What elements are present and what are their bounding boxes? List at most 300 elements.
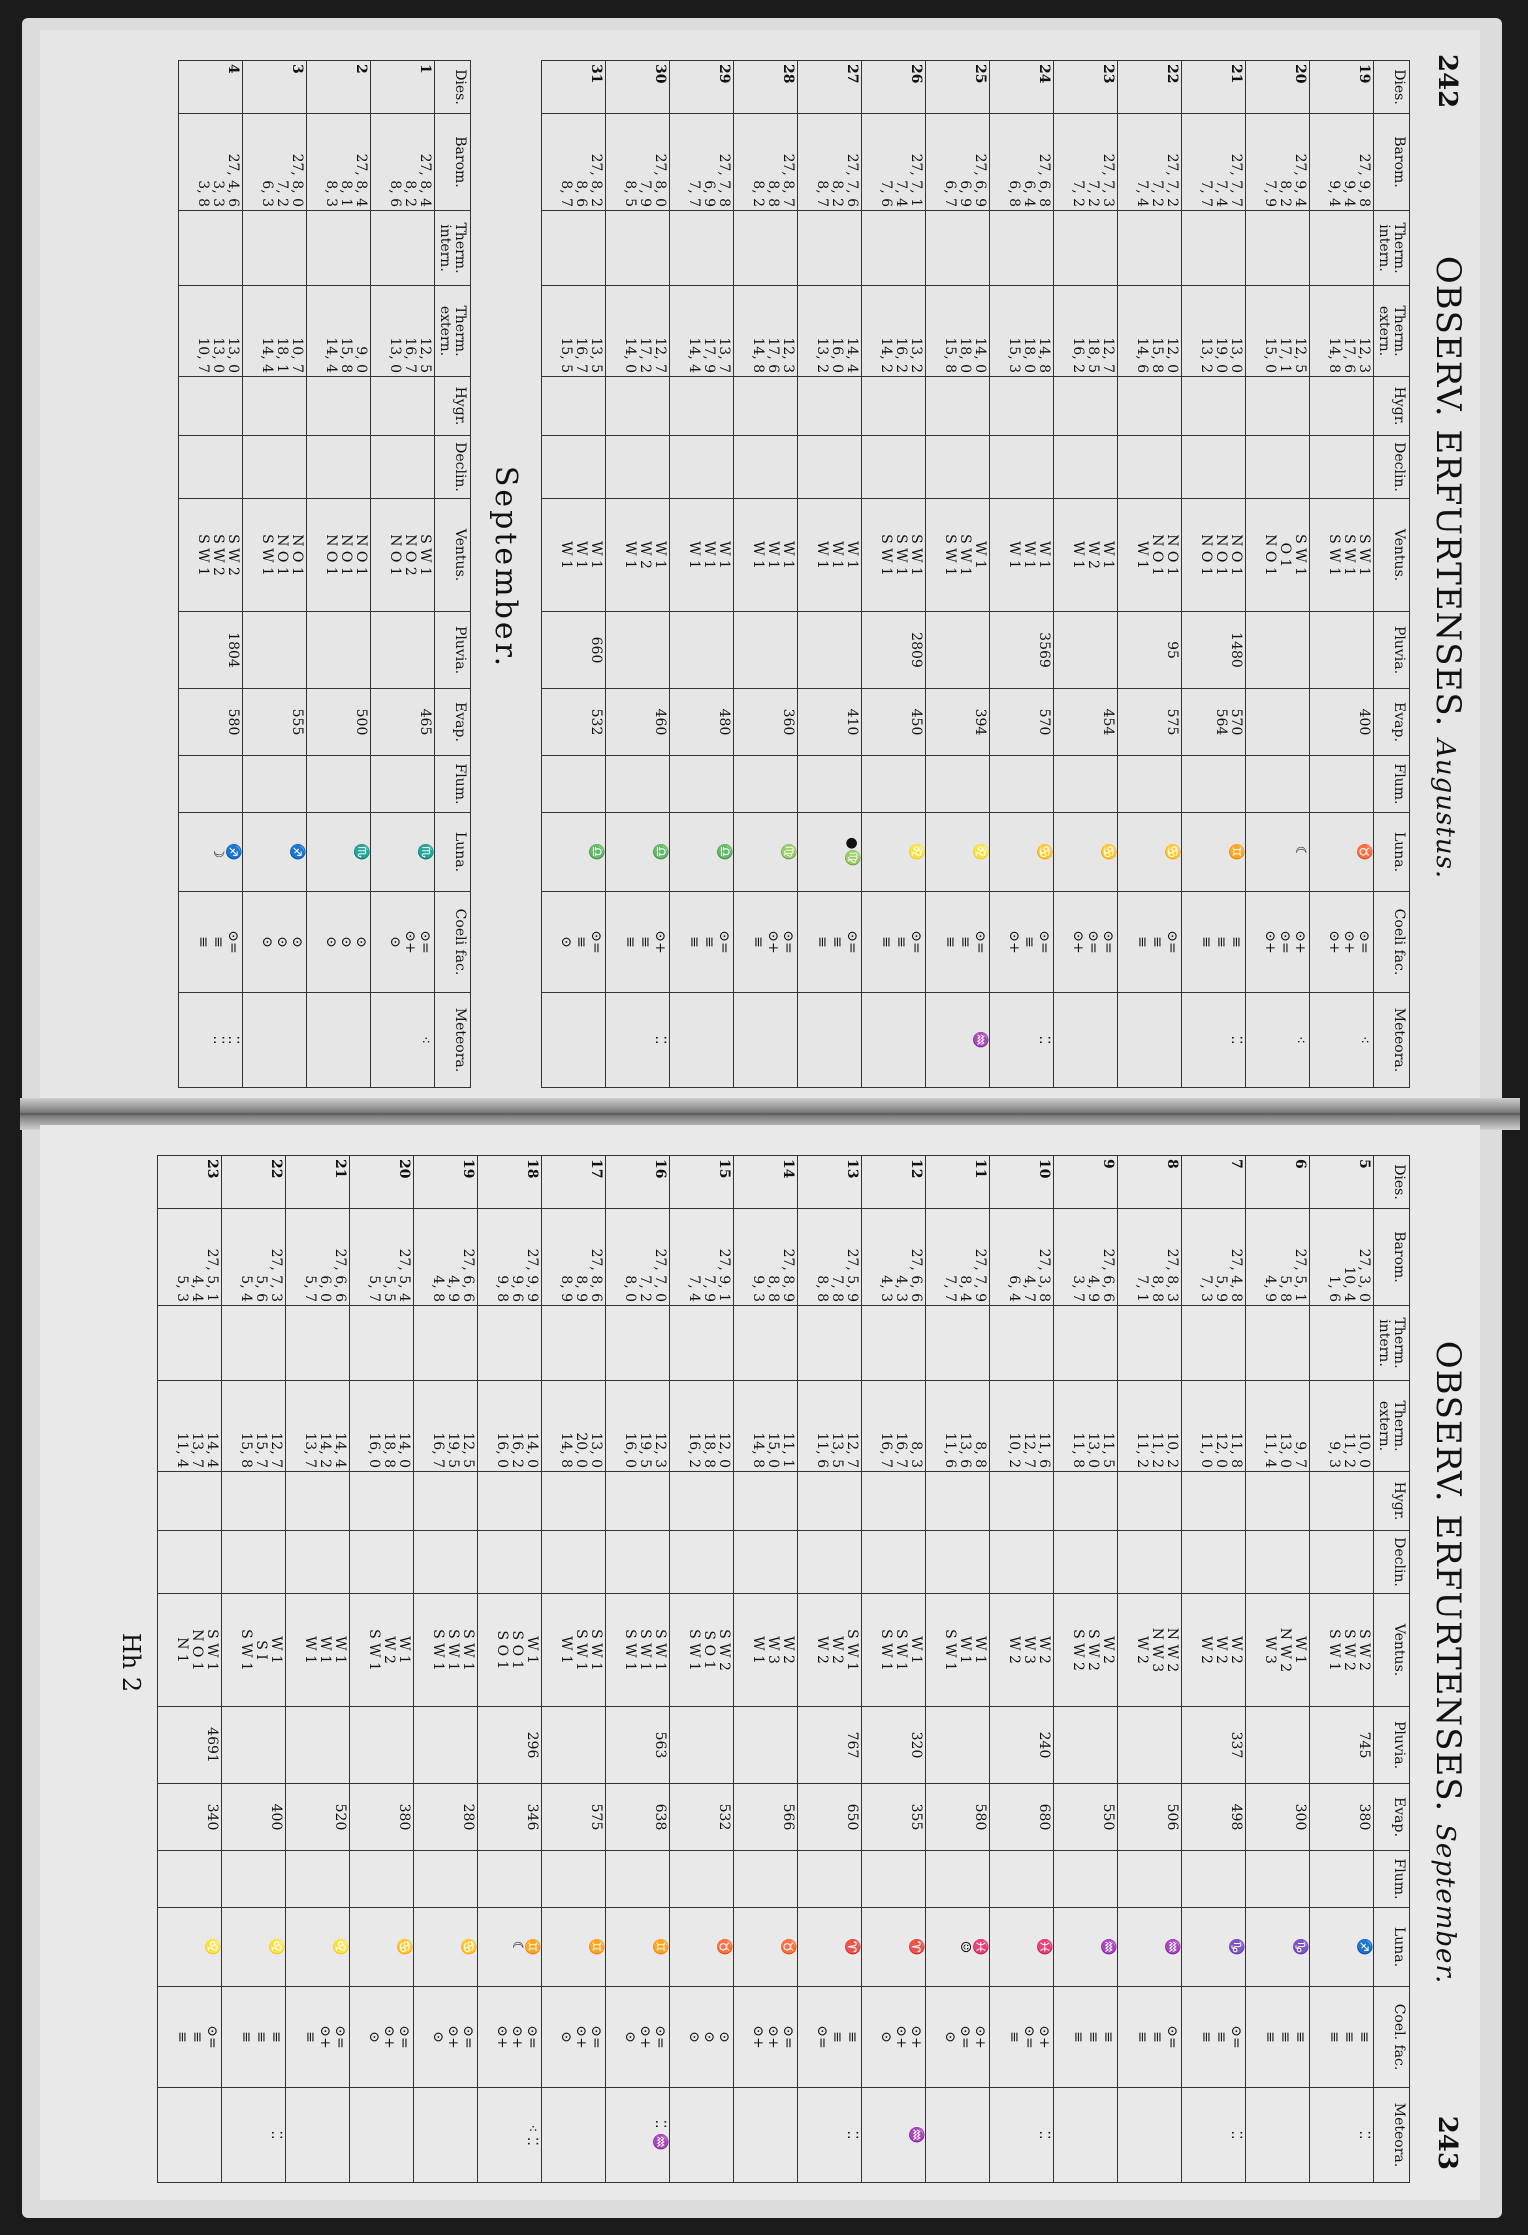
cell-pluvia: 240 — [989, 1707, 1053, 1784]
cell-barom: 27, 6, 6 6, 0 5, 7 — [285, 1209, 349, 1306]
cell-ext: 13, 0 20, 0 14, 8 — [541, 1381, 605, 1472]
cell-coeli: ⊙= ⊙= ⊙+ — [1053, 892, 1117, 993]
cell-dies: 12 — [861, 1156, 925, 1209]
cell-dies: 23 — [157, 1156, 221, 1209]
cell-ext: 11, 1 15, 0 14, 8 — [733, 1381, 797, 1472]
table-row — [1245, 1156, 1309, 2183]
cell-empty — [1245, 1472, 1309, 1531]
cell-empty — [925, 377, 989, 436]
cell-coeli: ⊙= ≡ ≡ — [925, 892, 989, 993]
cell-empty — [1245, 377, 1309, 436]
cell-ventus: S W 1 O 1 N O 1 — [1245, 499, 1309, 612]
table-row — [413, 1156, 477, 2183]
column-header-dies: Dies. — [1373, 61, 1409, 114]
cell-empty — [605, 1472, 669, 1531]
cell-empty — [605, 756, 669, 813]
cell-luna: ♋ — [1053, 813, 1117, 892]
cell-barom: 27, 8, 9 8, 8 9, 3 — [733, 1209, 797, 1306]
cell-evap: 355 — [861, 1784, 925, 1851]
cell-meteora — [861, 993, 925, 1088]
cell-meteora — [242, 993, 306, 1088]
cell-pluvia: 2809 — [861, 612, 925, 689]
cell-empty — [669, 211, 733, 286]
cell-evap: 506 — [1117, 1784, 1181, 1851]
cell-empty — [861, 436, 925, 499]
cell-ext: 11, 5 13, 0 11, 8 — [1053, 1381, 1117, 1472]
cell-dies: 13 — [797, 1156, 861, 1209]
cell-empty — [605, 1306, 669, 1381]
column-header-col5: Declin. — [434, 436, 470, 499]
table-row — [861, 61, 925, 1088]
cell-barom: 27, 6, 6 4, 9 4, 8 — [413, 1209, 477, 1306]
cell-meteora: ⁖ ⁚⁚ — [477, 2088, 541, 2183]
cell-coeli: ⊙= ≡ ⊙ — [541, 892, 605, 993]
cell-coeli: ⊙= ≡ ⊙+ — [989, 892, 1053, 993]
cell-dies: 26 — [861, 61, 925, 114]
cell-ext: 12, 7 15, 7 15, 8 — [221, 1381, 285, 1472]
table-row — [349, 1156, 413, 2183]
cell-dies: 30 — [605, 61, 669, 114]
cell-meteora: ⁖ — [370, 993, 434, 1088]
cell-empty — [370, 377, 434, 436]
cell-barom: 27, 5, 9 7, 8 8, 8 — [797, 1209, 861, 1306]
cell-empty — [541, 436, 605, 499]
cell-ext: 12, 7 17, 2 14, 0 — [605, 286, 669, 377]
cell-empty — [242, 756, 306, 813]
cell-coeli: ⊙= ⊙+ ⊙+ — [733, 1987, 797, 2088]
cell-luna: ♎ — [669, 813, 733, 892]
cell-empty — [989, 211, 1053, 286]
cell-luna: ♋ — [413, 1908, 477, 1987]
page-242-rotated — [40, 30, 1480, 1105]
cell-ventus: N O 1 N O 1 S W 1 — [242, 499, 306, 612]
cell-empty — [1245, 436, 1309, 499]
cell-meteora — [1245, 2088, 1309, 2183]
cell-ventus: W 1 W 2 W 1 — [605, 499, 669, 612]
table-header-row — [1373, 61, 1409, 1088]
cell-empty — [1053, 756, 1117, 813]
cell-dies: 19 — [1309, 61, 1373, 114]
cell-coeli: ≡ ≡ ≡ — [1053, 1987, 1117, 2088]
cell-empty — [413, 1531, 477, 1594]
cell-empty — [733, 1531, 797, 1594]
column-header-ext: Therm. extern. — [434, 286, 470, 377]
cell-evap: 380 — [349, 1784, 413, 1851]
cell-coeli: ⊙= ⊙+ ⊙ — [349, 1987, 413, 2088]
table-row — [669, 1156, 733, 2183]
cell-barom: 27, 8, 4 8, 1 8, 3 — [306, 114, 370, 211]
cell-ext: 14, 0 18, 8 16, 0 — [349, 1381, 413, 1472]
cell-empty — [1181, 211, 1245, 286]
cell-ext: 8, 8 13, 6 11, 6 — [925, 1381, 989, 1472]
cell-ventus: W 2 W 2 W 2 — [1181, 1594, 1245, 1707]
table-row — [1117, 61, 1181, 1088]
cell-ventus: S W 1 S W 1 S W 1 — [605, 1594, 669, 1707]
cell-dies: 24 — [989, 61, 1053, 114]
page-footer-signature: Hh 2 — [117, 1632, 145, 1693]
cell-dies: 18 — [477, 1156, 541, 1209]
cell-ext: 10, 0 11, 2 9, 3 — [1309, 1381, 1373, 1472]
cell-coeli: ⊙= ≡ ≡ — [797, 892, 861, 993]
cell-empty — [477, 1851, 541, 1908]
table-row — [669, 61, 733, 1088]
cell-pluvia — [1053, 612, 1117, 689]
cell-barom: 27, 6, 9 6, 9 6, 7 — [925, 114, 989, 211]
cell-barom: 27, 8, 2 8, 6 8, 7 — [541, 114, 605, 211]
cell-empty — [1117, 211, 1181, 286]
table-header-row — [1373, 1156, 1409, 2183]
cell-meteora: ⁖ — [1245, 993, 1309, 1088]
cell-ext: 12, 3 19, 5 16, 0 — [605, 1381, 669, 1472]
cell-empty — [669, 756, 733, 813]
table-row — [1245, 61, 1309, 1088]
cell-ext: 13, 2 16, 2 14, 2 — [861, 286, 925, 377]
cell-empty — [925, 1851, 989, 1908]
cell-empty — [925, 756, 989, 813]
table-row — [1117, 1156, 1181, 2183]
table-row — [1181, 1156, 1245, 2183]
column-header-col4: Hygr. — [1373, 377, 1409, 436]
cell-luna: ♒ — [1053, 1908, 1117, 1987]
cell-empty — [861, 377, 925, 436]
cell-empty — [797, 1472, 861, 1531]
cell-dies: 8 — [1117, 1156, 1181, 1209]
cell-meteora — [925, 2088, 989, 2183]
cell-barom: 27, 8, 3 8, 8 7, 1 — [1117, 1209, 1181, 1306]
cell-empty — [1053, 377, 1117, 436]
cell-empty — [285, 1472, 349, 1531]
cell-ventus: W 1 W 1 W 1 — [669, 499, 733, 612]
cell-meteora — [1117, 2088, 1181, 2183]
cell-ventus: S W 2 S O 1 S W 1 — [669, 1594, 733, 1707]
cell-pluvia — [541, 1707, 605, 1784]
cell-meteora — [733, 993, 797, 1088]
cell-empty — [1309, 1531, 1373, 1594]
cell-ext: 12, 5 19, 5 16, 7 — [413, 1381, 477, 1472]
cell-empty — [370, 211, 434, 286]
cell-meteora: ⁚⁚ — [989, 2088, 1053, 2183]
page-243 — [40, 1125, 1480, 2200]
cell-barom: 27, 5, 1 4, 4 5, 3 — [157, 1209, 221, 1306]
cell-empty — [733, 436, 797, 499]
column-header-col4: Hygr. — [434, 377, 470, 436]
cell-empty — [306, 377, 370, 436]
cell-empty — [285, 1531, 349, 1594]
cell-pluvia — [797, 612, 861, 689]
table-row — [861, 1156, 925, 2183]
cell-meteora: ♒ — [861, 2088, 925, 2183]
column-header-barom: Barom. — [434, 114, 470, 211]
column-header-col9: Flum. — [1373, 756, 1409, 813]
cell-dies: 21 — [285, 1156, 349, 1209]
column-header-col5: Declin. — [1373, 436, 1409, 499]
cell-empty — [1053, 1472, 1117, 1531]
cell-coeli: ⊙= ≡ ≡ — [1181, 1987, 1245, 2088]
cell-empty — [413, 1472, 477, 1531]
cell-coeli: ⊙= ≡ ≡ — [178, 892, 242, 993]
cell-evap: 532 — [541, 689, 605, 756]
cell-ventus: W 2 W 3 W 1 — [733, 1594, 797, 1707]
cell-barom: 27, 3, 0 10, 4 1, 6 — [1309, 1209, 1373, 1306]
cell-barom: 27, 7, 3 7, 2 7, 2 — [1053, 114, 1117, 211]
table-row — [370, 61, 434, 1088]
cell-pluvia — [221, 1707, 285, 1784]
cell-ventus: W 1 W 1 W 1 — [285, 1594, 349, 1707]
cell-empty — [1053, 436, 1117, 499]
cell-pluvia — [242, 612, 306, 689]
cell-empty — [733, 377, 797, 436]
cell-evap: 555 — [242, 689, 306, 756]
cell-luna: ♐ — [1309, 1908, 1373, 1987]
cell-empty — [306, 211, 370, 286]
cell-luna: ♌ — [285, 1908, 349, 1987]
cell-empty — [989, 1472, 1053, 1531]
cell-evap: 500 — [306, 689, 370, 756]
cell-empty — [1309, 436, 1373, 499]
table-row — [925, 1156, 989, 2183]
cell-pluvia — [413, 1707, 477, 1784]
cell-coeli: ≡ ≡ ≡ — [1181, 892, 1245, 993]
column-header-meteora: Meteora. — [1373, 993, 1409, 1088]
page-title — [1428, 30, 1468, 1105]
cell-empty — [221, 1306, 285, 1381]
cell-dies: 14 — [733, 1156, 797, 1209]
cell-evap: 360 — [733, 689, 797, 756]
cell-meteora — [1053, 993, 1117, 1088]
cell-luna: ♉ — [1309, 813, 1373, 892]
cell-coeli: ⊙= ⊙+ ⊙+ — [477, 1987, 541, 2088]
cell-evap: 566 — [733, 1784, 797, 1851]
cell-meteora: ⁚⁚ — [797, 2088, 861, 2183]
cell-empty — [669, 1472, 733, 1531]
title-text: OBSERV. ERFURTENSES. — [1428, 1340, 1468, 1813]
cell-empty — [733, 211, 797, 286]
cell-pluvia — [285, 1707, 349, 1784]
cell-empty — [157, 1472, 221, 1531]
cell-dies: 19 — [413, 1156, 477, 1209]
cell-meteora: ⁚⁚ ♒ — [605, 2088, 669, 2183]
cell-ventus: S W 1 N O 2 N O 1 — [370, 499, 434, 612]
cell-pluvia — [669, 612, 733, 689]
cell-dies: 4 — [178, 61, 242, 114]
cell-ext: 14, 4 16, 0 13, 2 — [797, 286, 861, 377]
table-row — [541, 1156, 605, 2183]
cell-luna: ♌ — [861, 813, 925, 892]
table-row — [605, 1156, 669, 2183]
cell-dies: 27 — [797, 61, 861, 114]
cell-ext: 12, 0 18, 8 16, 2 — [669, 1381, 733, 1472]
column-header-evap: Evap. — [1373, 689, 1409, 756]
cell-empty — [1309, 1851, 1373, 1908]
cell-empty — [242, 436, 306, 499]
cell-ventus: S W 1 S W 1 S W 1 — [413, 1594, 477, 1707]
cell-dies: 23 — [1053, 61, 1117, 114]
cell-evap: 638 — [605, 1784, 669, 1851]
observation-table-september — [157, 1155, 1410, 2183]
cell-empty — [989, 436, 1053, 499]
table-row — [477, 1156, 541, 2183]
cell-empty — [285, 1851, 349, 1908]
cell-coeli: ⊙= ≡ ≡ — [861, 892, 925, 993]
cell-ventus: W 2 W 3 W 2 — [989, 1594, 1053, 1707]
cell-empty — [221, 1531, 285, 1594]
cell-empty — [157, 1531, 221, 1594]
column-header-pluvia: Pluvia. — [434, 612, 470, 689]
cell-pluvia — [370, 612, 434, 689]
column-header-coeli: Coeli fac. — [1373, 892, 1409, 993]
cell-barom: 27, 8, 0 7, 2 6, 3 — [242, 114, 306, 211]
cell-luna: ♐ — [242, 813, 306, 892]
cell-dies: 28 — [733, 61, 797, 114]
cell-luna: ♉ — [669, 1908, 733, 1987]
cell-ext: 11, 8 12, 0 11, 0 — [1181, 1381, 1245, 1472]
cell-dies: 21 — [1181, 61, 1245, 114]
cell-empty — [1245, 1531, 1309, 1594]
cell-meteora — [541, 993, 605, 1088]
column-header-luna: Luna. — [1373, 1908, 1409, 1987]
table-header-row — [434, 61, 470, 1088]
cell-ventus: W 1 W 2 S W 1 — [349, 1594, 413, 1707]
cell-dies: 3 — [242, 61, 306, 114]
cell-dies: 6 — [1245, 1156, 1309, 1209]
cell-empty — [1117, 436, 1181, 499]
cell-empty — [1245, 1851, 1309, 1908]
cell-luna: ♏ — [370, 813, 434, 892]
cell-empty — [1053, 211, 1117, 286]
table-row — [797, 61, 861, 1088]
cell-ventus: W 1 W 1 W 1 — [797, 499, 861, 612]
cell-ext: 8, 3 16, 7 16, 7 — [861, 1381, 925, 1472]
cell-barom: 27, 7, 7 7, 4 7, 7 — [1181, 114, 1245, 211]
cell-empty — [797, 436, 861, 499]
cell-empty — [306, 756, 370, 813]
cell-empty — [1117, 1531, 1181, 1594]
cell-luna: ♒ — [1117, 1908, 1181, 1987]
cell-empty — [1181, 377, 1245, 436]
cell-evap — [1245, 689, 1309, 756]
cell-pluvia — [925, 612, 989, 689]
cell-dies: 29 — [669, 61, 733, 114]
cell-empty — [370, 436, 434, 499]
cell-evap: 498 — [1181, 1784, 1245, 1851]
table-row — [1309, 1156, 1373, 2183]
cell-evap: 520 — [285, 1784, 349, 1851]
cell-empty — [242, 211, 306, 286]
cell-luna: ♌ — [925, 813, 989, 892]
cell-empty — [861, 1306, 925, 1381]
cell-empty — [1181, 1472, 1245, 1531]
cell-barom: 27, 9, 4 8, 2 7, 9 — [1245, 114, 1309, 211]
cell-empty — [925, 1531, 989, 1594]
cell-empty — [541, 1472, 605, 1531]
cell-empty — [1053, 1851, 1117, 1908]
cell-ext: 14, 4 14, 2 13, 7 — [285, 1381, 349, 1472]
cell-luna: ♌ — [221, 1908, 285, 1987]
cell-dies: 9 — [1053, 1156, 1117, 1209]
cell-empty — [157, 1306, 221, 1381]
cell-ext: 14, 4 13, 7 11, 4 — [157, 1381, 221, 1472]
title-text: OBSERV. ERFURTENSES. — [1428, 255, 1468, 728]
cell-meteora: ⁚⁚ — [1181, 2088, 1245, 2183]
page-number: 242 — [1432, 54, 1462, 109]
column-header-ventus: Ventus. — [1373, 1594, 1409, 1707]
cell-luna: ♎ — [605, 813, 669, 892]
cell-empty — [989, 377, 1053, 436]
table-row — [797, 1156, 861, 2183]
page-243-content — [40, 1125, 1480, 2200]
cell-barom: 27, 7, 3 5, 6 5, 4 — [221, 1209, 285, 1306]
cell-luna: ♏ — [306, 813, 370, 892]
cell-barom: 27, 4, 6 3, 3 3, 8 — [178, 114, 242, 211]
cell-barom: 27, 7, 6 8, 2 8, 7 — [797, 114, 861, 211]
cell-dies: 25 — [925, 61, 989, 114]
cell-ext: 14, 8 18, 0 15, 3 — [989, 286, 1053, 377]
column-header-coeli: Coel. fac. — [1373, 1987, 1409, 2088]
cell-ext: 12, 7 18, 5 16, 2 — [1053, 286, 1117, 377]
cell-ext: 13, 0 19, 0 13, 2 — [1181, 286, 1245, 377]
cell-empty — [797, 756, 861, 813]
cell-empty — [1181, 1531, 1245, 1594]
column-header-col2: Therm. intern. — [434, 211, 470, 286]
table-row — [989, 1156, 1053, 2183]
cell-empty — [861, 211, 925, 286]
cell-empty — [1309, 1472, 1373, 1531]
cell-coeli: ⊙ ⊙ ⊙ — [242, 892, 306, 993]
column-header-evap: Evap. — [1373, 1784, 1409, 1851]
cell-coeli: ≡ ≡ ≡ — [1309, 1987, 1373, 2088]
cell-ventus: W 1 W 1 W 1 — [989, 499, 1053, 612]
column-header-barom: Barom. — [1373, 1209, 1409, 1306]
cell-empty — [733, 756, 797, 813]
cell-barom: 27, 9, 8 9, 4 9, 4 — [1309, 114, 1373, 211]
cell-barom: 27, 7, 9 8, 4 7, 7 — [925, 1209, 989, 1306]
cell-coeli: ⊙+ ≡ ≡ — [605, 892, 669, 993]
cell-empty — [605, 1851, 669, 1908]
cell-ventus: W 1 W 2 W 1 — [1053, 499, 1117, 612]
cell-dies: 15 — [669, 1156, 733, 1209]
cell-barom: 27, 6, 8 6, 4 6, 8 — [989, 114, 1053, 211]
cell-luna: ♊ — [605, 1908, 669, 1987]
cell-ext: 14, 0 18, 0 15, 8 — [925, 286, 989, 377]
cell-pluvia — [1309, 612, 1373, 689]
cell-ext: 13, 5 16, 7 15, 5 — [541, 286, 605, 377]
table-row — [285, 1156, 349, 2183]
month-name: September. — [1430, 1824, 1460, 1985]
cell-meteora — [285, 2088, 349, 2183]
cell-empty — [925, 1472, 989, 1531]
cell-ext: 13, 7 17, 9 14, 4 — [669, 286, 733, 377]
column-header-coeli: Coeli fac. — [434, 892, 470, 993]
cell-coeli: ⊙= ⊙+ ⊙ — [370, 892, 434, 993]
cell-evap: 575 — [541, 1784, 605, 1851]
cell-meteora: ⁚⁚ — [989, 993, 1053, 1088]
cell-empty — [733, 1472, 797, 1531]
cell-luna: ●♍ — [797, 813, 861, 892]
cell-luna: ♑ — [1181, 1908, 1245, 1987]
cell-evap: 400 — [221, 1784, 285, 1851]
cell-pluvia: 3569 — [989, 612, 1053, 689]
cell-luna: ♐ ☽ — [178, 813, 242, 892]
table-row — [989, 61, 1053, 1088]
cell-empty — [178, 436, 242, 499]
cell-evap: 410 — [797, 689, 861, 756]
cell-empty — [477, 1472, 541, 1531]
cell-coeli: ≡ ≡ ≡ — [1245, 1987, 1309, 2088]
cell-barom: 27, 8, 4 8, 2 8, 6 — [370, 114, 434, 211]
cell-pluvia — [1117, 1707, 1181, 1784]
cell-luna: ♊ — [541, 1908, 605, 1987]
cell-empty — [413, 1306, 477, 1381]
